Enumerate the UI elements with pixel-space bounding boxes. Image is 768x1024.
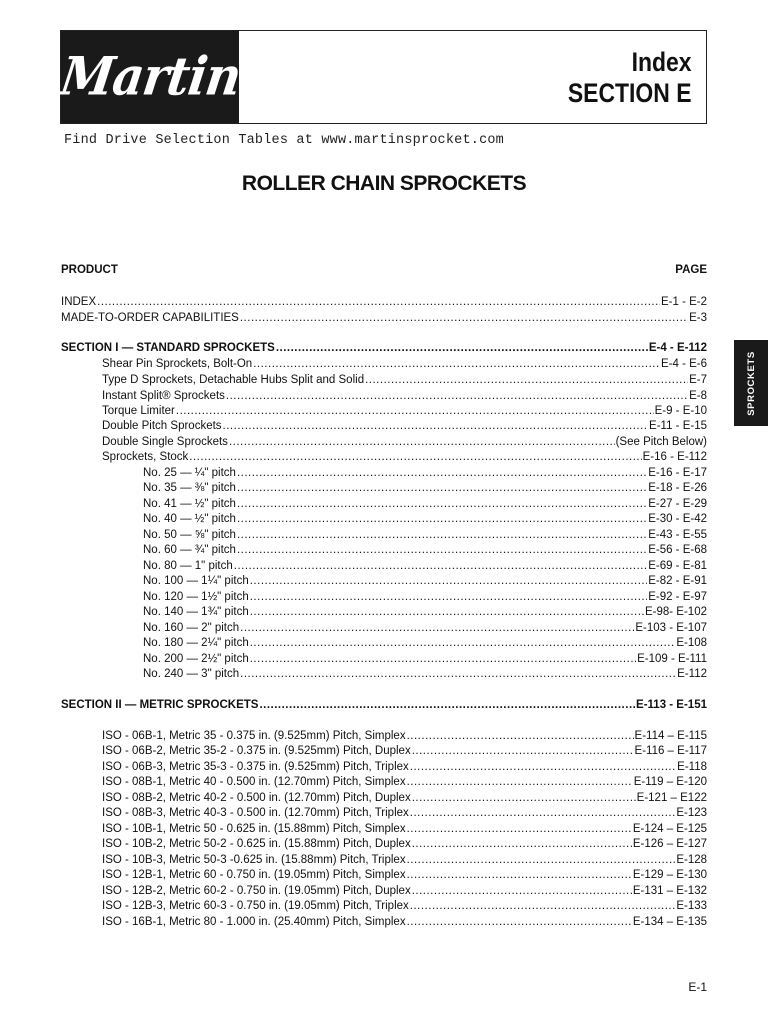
entry-label: No. 120 — 1½" pitch (143, 591, 249, 603)
entry-label: No. 200 — 2½" pitch (143, 653, 249, 665)
dot-leader (226, 390, 688, 402)
entry-label: ISO - 08B-2, Metric 40-2 - 0.500 in. (12.70mm) Pitch, Duplex (102, 792, 411, 804)
entry-label: No. 60 — ¾" pitch (143, 544, 236, 556)
index-entry (143, 606, 707, 622)
dot-leader (407, 823, 632, 835)
index-entry (143, 467, 707, 483)
dot-leader (253, 358, 660, 370)
entry-label: ISO - 10B-3, Metric 50-3 -0.625 in. (15.88mm) Pitch, Triplex (102, 854, 406, 866)
index-entry (143, 544, 707, 560)
dot-leader (250, 653, 636, 665)
index-entry (102, 374, 707, 390)
dot-leader (407, 854, 676, 866)
entry-page: E-133 (676, 900, 707, 912)
index-entry (143, 529, 707, 545)
dot-leader (237, 482, 647, 494)
dot-leader (237, 498, 647, 510)
entry-page: E-119 – E-120 (633, 776, 707, 788)
entry-label: No. 140 — 1¾" pitch (143, 606, 249, 618)
entry-page: E-123 (676, 807, 707, 819)
entry-label: ISO - 12B-2, Metric 60-2 - 0.750 in. (19.05mm) Pitch, Duplex (102, 885, 411, 897)
dot-leader (407, 730, 634, 742)
entry-label: ISO - 10B-2, Metric 50-2 - 0.625 in. (15.88mm) Pitch, Duplex (102, 838, 411, 850)
dot-leader (176, 405, 654, 417)
index-entry (102, 807, 707, 823)
index-entry (143, 482, 707, 498)
entry-page: E-116 – E-117 (634, 745, 707, 757)
dot-leader (410, 900, 676, 912)
entry-page: E-69 - E-81 (648, 560, 707, 572)
entry-label: Sprockets, Stock (102, 451, 189, 463)
entry-label: No. 100 — 1¼" pitch (143, 575, 249, 587)
index-entry (143, 513, 707, 529)
header-title-index: Index (632, 47, 692, 77)
index-entry (143, 668, 707, 684)
entry-page: E-129 – E-130 (632, 869, 707, 881)
entry-page: E-11 - E-15 (649, 420, 707, 432)
entry-page: E-18 - E-26 (648, 482, 707, 494)
entry-label: No. 50 — ⅝" pitch (143, 529, 236, 541)
entry-page: E-8 (689, 390, 707, 402)
entry-label: No. 41 — ½" pitch (143, 498, 236, 510)
entry-page: E-1 - E-2 (660, 296, 707, 308)
entry-page: E-128 (676, 854, 707, 866)
dot-leader (410, 807, 676, 819)
index-entry (102, 405, 707, 421)
header-title-section: SECTION E (568, 78, 692, 108)
dot-leader (234, 560, 647, 572)
entry-label: Double Pitch Sprockets (102, 420, 222, 432)
page-number: E-1 (688, 980, 707, 994)
entry-page: E-126 – E-127 (632, 838, 707, 850)
entry-label: Torque Limiter (102, 405, 175, 417)
entry-page: E-134 – E-135 (632, 916, 707, 928)
dot-leader (240, 622, 634, 634)
index-entry (102, 854, 707, 870)
dot-leader (237, 544, 647, 556)
entry-label: SECTION I — STANDARD SPROCKETS (61, 342, 275, 354)
dot-leader (365, 374, 688, 386)
index-entry (102, 451, 707, 467)
entry-page: E-9 - E-10 (654, 405, 707, 417)
entry-page: E-113 - E-151 (636, 699, 707, 711)
page-header (56, 30, 707, 124)
dot-leader (412, 838, 632, 850)
dot-leader (407, 776, 633, 788)
entry-label: ISO - 10B-1, Metric 50 - 0.625 in. (15.88mm) Pitch, Simplex (102, 823, 406, 835)
entry-page: E-3 (689, 312, 707, 324)
entry-label: No. 25 — ¼" pitch (143, 467, 236, 479)
dot-leader (237, 467, 647, 479)
logo-text: Martin (56, 46, 244, 108)
main-title: ROLLER CHAIN SPROCKETS (241, 172, 527, 195)
entry-page: E-56 - E-68 (648, 544, 707, 556)
dot-leader (229, 436, 615, 448)
side-tab-sprockets (734, 340, 768, 426)
dot-leader (407, 869, 632, 881)
dot-leader (410, 761, 676, 773)
entry-label: SECTION II — METRIC SPROCKETS (61, 699, 259, 711)
index-entry (143, 575, 707, 591)
entry-page: E-118 (677, 761, 707, 773)
index-entry (143, 622, 707, 638)
dot-leader (250, 637, 676, 649)
index-entry (102, 730, 707, 746)
entry-page: E-124 – E-125 (632, 823, 707, 835)
entry-page: E-109 - E-111 (637, 653, 707, 665)
dot-leader (250, 591, 647, 603)
entry-page: E-4 - E-112 (648, 342, 707, 354)
dot-leader (407, 916, 632, 928)
entry-page: E-108 (676, 637, 707, 649)
entry-page: (See Pitch Below) (615, 436, 707, 448)
dot-leader (237, 513, 647, 525)
index-entry (61, 312, 707, 328)
entry-label: ISO - 06B-3, Metric 35-3 - 0.375 in. (9.525mm) Pitch, Triplex (102, 761, 409, 773)
index-entry (143, 498, 707, 514)
entry-page: E-7 (689, 374, 707, 386)
index-entry (102, 776, 707, 792)
entry-label: ISO - 06B-1, Metric 35 - 0.375 in. (9.525mm) Pitch, Simplex (102, 730, 406, 742)
dot-leader (250, 575, 647, 587)
dot-leader (412, 745, 634, 757)
dot-leader (259, 699, 635, 711)
dot-leader (412, 792, 636, 804)
entry-label: No. 80 — 1" pitch (143, 560, 233, 572)
index-entry (143, 560, 707, 576)
entry-page: E-16 - E-17 (648, 467, 707, 479)
entry-label: ISO - 08B-1, Metric 40 - 0.500 in. (12.70mm) Pitch, Simplex (102, 776, 406, 788)
index-entry (143, 653, 707, 669)
dot-leader (412, 885, 632, 897)
index-entry (102, 916, 707, 932)
dot-leader (237, 529, 647, 541)
entry-page: E-121 – E122 (636, 792, 707, 804)
index-entry (102, 761, 707, 777)
entry-page: E-30 - E-42 (648, 513, 707, 525)
entry-page: E-112 (677, 668, 707, 680)
index-entry (102, 358, 707, 374)
header-title (546, 47, 692, 109)
entry-label: No. 35 — ⅜" pitch (143, 482, 236, 494)
index-entry (61, 296, 707, 312)
dot-leader (240, 668, 676, 680)
entry-page: E-114 – E-115 (634, 730, 707, 742)
entry-page: E-92 - E-97 (648, 591, 707, 603)
dot-leader (97, 296, 660, 308)
index-entry (102, 838, 707, 854)
entry-page: E-43 - E-55 (648, 529, 707, 541)
entry-label: Instant Split® Sprockets (102, 390, 225, 402)
entry-page: E-82 - E-91 (648, 575, 707, 587)
find-drive-line: Find Drive Selection Tables at www.martinsprocket.com (64, 133, 504, 148)
index-entry (102, 900, 707, 916)
entry-label: No. 180 — 2¼" pitch (143, 637, 249, 649)
entry-label: ISO - 12B-1, Metric 60 - 0.750 in. (19.05mm) Pitch, Simplex (102, 869, 406, 881)
index-entry (102, 823, 707, 839)
entry-page: E-103 - E-107 (635, 622, 707, 634)
index-entry (102, 745, 707, 761)
index-entry (102, 885, 707, 901)
index-entry (102, 792, 707, 808)
martin-logo (56, 31, 244, 123)
dot-leader (276, 342, 648, 354)
index-entry (102, 390, 707, 406)
entry-label: No. 40 — ½" pitch (143, 513, 236, 525)
entry-label: No. 240 — 3" pitch (143, 668, 240, 680)
index-entry (143, 591, 707, 607)
entry-label: ISO - 16B-1, Metric 80 - 1.000 in. (25.40mm) Pitch, Simplex (102, 916, 406, 928)
entry-page: E-27 - E-29 (648, 498, 707, 510)
index-entry (102, 869, 707, 885)
entry-label: ISO - 12B-3, Metric 60-3 - 0.750 in. (19.05mm) Pitch, Triplex (102, 900, 409, 912)
entry-label: Type D Sprockets, Detachable Hubs Split and Solid (102, 374, 365, 386)
entry-page: E-16 - E-112 (642, 451, 707, 463)
entry-page: E-98- E-102 (644, 606, 707, 618)
index-entry (102, 436, 707, 452)
dot-leader (240, 312, 688, 324)
entry-label: ISO - 08B-3, Metric 40-3 - 0.500 in. (12.70mm) Pitch, Triplex (102, 807, 409, 819)
entry-label: Shear Pin Sprockets, Bolt-On (102, 358, 253, 370)
entry-page: E-131 – E-132 (632, 885, 707, 897)
index-entry (61, 699, 707, 715)
entry-page: E-4 - E-6 (660, 358, 707, 370)
column-header-product: PRODUCT (61, 264, 118, 276)
entry-label: Double Single Sprockets (102, 436, 228, 448)
index-entry (61, 342, 707, 358)
column-header-page: PAGE (675, 264, 707, 276)
entry-label: ISO - 06B-2, Metric 35-2 - 0.375 in. (9.525mm) Pitch, Duplex (102, 745, 411, 757)
entry-label: No. 160 — 2" pitch (143, 622, 240, 634)
side-tab-label: SPROCKETS (745, 350, 757, 416)
dot-leader (223, 420, 649, 432)
index-entry (102, 420, 707, 436)
dot-leader (250, 606, 644, 618)
dot-leader (189, 451, 641, 463)
entry-label: MADE-TO-ORDER CAPABILITIES (61, 312, 239, 324)
index-entry (143, 637, 707, 653)
entry-label: INDEX (61, 296, 97, 308)
